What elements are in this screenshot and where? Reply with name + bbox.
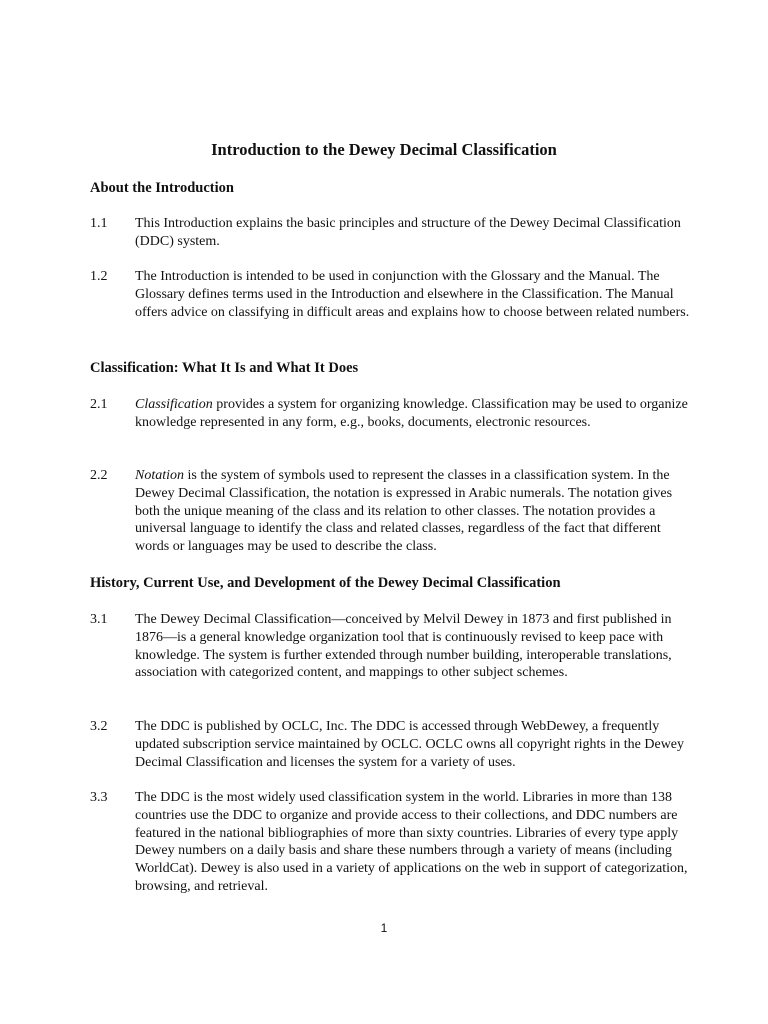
section-heading-about: About the Introduction [90,180,234,196]
page-number: 1 [380,921,388,935]
paragraph-text [135,215,695,251]
paragraph-text [135,396,695,432]
paragraph-number: 2.2 [90,468,108,483]
paragraph-body: This Introduction explains the basic principles and structure of the Dewey Decimal Classification (DDC) system. [135,216,681,249]
paragraph-lead-term: Classification [135,397,213,412]
section-heading-classification: Classification: What It Is and What It Does [90,360,359,376]
paragraph-number: 3.1 [90,612,108,627]
paragraph-number: 3.3 [90,790,108,805]
paragraph-number: 3.2 [90,719,108,734]
paragraph-body: is the system of symbols used to represent the classes in a classification system. In the Dewey Decimal Classification, the notation is expressed in Arabic numerals. The notation gives both the unique meaning of the class and its relation to other classes. The notation provides a universal language to identify the class and related classes, regardless of the fact that different words or languages may be used to describe the class. [135,468,673,555]
paragraph-body: The Dewey Decimal Classification—conceived by Melvil Dewey in 1873 and first published in 1876—is a general knowledge organization tool that is continuously revised to keep pace with knowledge. The system is further extended through number building, interoperable translations, association with categorized content, and mappings to other subject schemes. [135,612,672,681]
paragraph-text [135,789,695,896]
document-title: Introduction to the Dewey Decimal Classification [211,140,557,159]
paragraph-body: provides a system for organizing knowledge. Classification may be used to organize knowledge represented in any form, e.g., books, documents, electronic resources. [135,397,688,430]
paragraph-body: The Introduction is intended to be used in conjunction with the Glossary and the Manual. The Glossary defines terms used in the Introduction and elsewhere in the Classification. The Manual offers advice on classifying in difficult areas and explains how to choose between related numbers. [135,269,690,320]
paragraph-text [135,611,695,682]
paragraph-text [135,268,695,321]
paragraph-number: 2.1 [90,397,108,412]
paragraph-text [135,467,695,556]
paragraph-text [135,718,695,771]
paragraph-lead-term: Notation [135,468,185,483]
section-heading-history: History, Current Use, and Development of the Dewey Decimal Classification [90,575,561,591]
paragraph-number: 1.2 [90,269,108,284]
paragraph-body: The DDC is published by OCLC, Inc. The DDC is accessed through WebDewey, a frequently updated subscription service maintained by OCLC. OCLC owns all copyright rights in the Dewey Decimal Classification and licenses the system for a variety of uses. [135,719,685,770]
paragraph-body: The DDC is the most widely used classification system in the world. Libraries in more than 138 countries use the DDC to organize and provide access to their collections, and DDC numbers are featured in the national bibliographies of more than sixty countries. Libraries of every type apply Dewey numbers on a daily basis and share these numbers through a variety of means (including WorldCat). Dewey is also used in a variety of applications on the web in support of categorization, browsing, and retrieval. [135,790,688,894]
paragraph-number: 1.1 [90,216,108,231]
